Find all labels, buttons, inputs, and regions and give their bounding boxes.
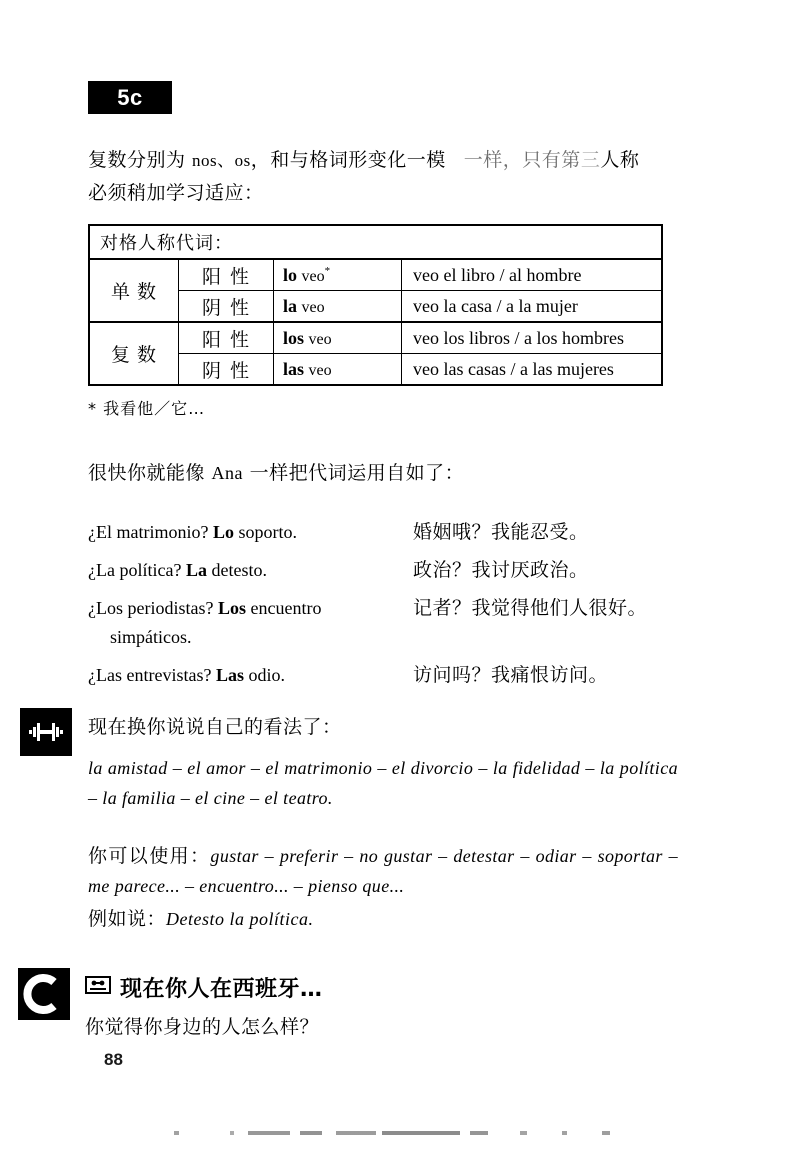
example-pronoun: La <box>185 560 207 580</box>
example-chinese: 婚姻哦？我能忍受。 <box>413 521 589 543</box>
scan-bottom-edge <box>0 1158 798 1164</box>
example-pair-row <box>88 518 678 547</box>
intro-paragraph <box>88 144 678 209</box>
example-chinese: 记者？我觉得他们人很好。 <box>413 597 648 619</box>
pronoun-bold: lo <box>283 264 298 285</box>
intro-line1-latin: nos、os <box>192 151 251 170</box>
example-rest: odio. <box>243 665 285 685</box>
table-footnote: * 我看他／它… <box>88 399 206 418</box>
scan-artifact-strip <box>170 1131 640 1135</box>
example-chinese: 访问吗？我痛恨访问。 <box>413 664 609 686</box>
listening-subtitle: 你觉得你身边的人怎么样？ <box>85 1016 320 1038</box>
activity-block <box>88 712 678 901</box>
headphones-icon <box>18 968 70 1020</box>
example-pair-row <box>88 661 678 690</box>
example-cell: veo el libro / al hombre <box>402 259 663 291</box>
example-pronoun: Lo <box>212 522 234 542</box>
example-spanish <box>88 518 413 547</box>
example-continuation: simpáticos. <box>110 627 192 647</box>
gender-cell: 阴性 <box>179 291 274 323</box>
leadin-name: Ana <box>211 463 244 483</box>
example-question: ¿El matrimonio? <box>88 522 213 542</box>
example-spanish <box>88 661 413 690</box>
page-number: 88 <box>104 1050 123 1069</box>
example-chinese: 政治？我讨厌政治。 <box>413 559 589 581</box>
example-cell: veo la casa / a la mujer <box>402 291 663 323</box>
example-cell: veo los libros / a los hombres <box>402 322 663 354</box>
gender-cell: 阳性 <box>179 322 274 354</box>
listening-title: 现在你人在西班牙… <box>120 977 323 1002</box>
intro-line1-part-d: 人称 <box>600 149 640 171</box>
table-title-cell: 对格人称代词： <box>89 225 662 259</box>
cassette-icon <box>85 975 111 1000</box>
leadin-before: 很快你就能像 <box>88 462 212 484</box>
leadin-sentence <box>88 458 464 485</box>
intro-line-1 <box>88 144 678 177</box>
example-spanish <box>88 556 413 585</box>
footnote-marker: * <box>324 264 331 277</box>
pronoun-bold: las <box>283 358 305 379</box>
accusative-pronoun-table <box>88 224 663 386</box>
intro-line1-part-c: 一样，只有第 <box>463 149 581 171</box>
pronoun-cell <box>274 259 402 291</box>
activity-usage-label: 你可以使用： <box>88 845 211 867</box>
intro-line-2: 必须稍加学习适应： <box>88 182 264 204</box>
activity-usage <box>88 841 678 901</box>
number-cell-singular: 单数 <box>89 259 179 322</box>
activity-usage-items: gustar – preferir – no gustar – detestar – odiar – soportar – me parece... – encuentro... – pienso que... <box>88 846 678 896</box>
example-question: ¿La política? <box>88 560 186 580</box>
activity-example-text: Detesto la política. <box>166 909 314 929</box>
table-row <box>89 259 662 291</box>
gender-cell: 阳性 <box>179 259 274 291</box>
intro-line1-part-a: 复数分别为 <box>88 149 193 171</box>
pronoun-verb: veo <box>308 330 332 348</box>
pronoun-verb: veo <box>308 361 332 379</box>
table-row <box>89 322 662 354</box>
example-rest: encuentro <box>245 598 322 618</box>
intro-line1-faint-char: 三 <box>580 149 601 171</box>
example-pairs-list <box>88 518 678 699</box>
example-pronoun: Las <box>215 665 244 685</box>
example-spanish <box>88 594 413 652</box>
example-pronoun: Los <box>217 598 246 618</box>
unit-label-chip: 5c <box>88 81 172 114</box>
pronoun-cell <box>274 354 402 386</box>
example-rest: detesto. <box>206 560 267 580</box>
pronoun-verb: veo <box>301 298 325 316</box>
example-pair-row <box>88 556 678 585</box>
activity-heading: 现在换你说说自己的看法了： <box>88 716 342 738</box>
pronoun-bold: la <box>283 295 298 316</box>
pronoun-cell <box>274 291 402 323</box>
intro-line1-part-b: ，和与格词形变化一模 <box>250 149 446 171</box>
activity-wordlist: la amistad – el amor – el matrimonio – el divorcio – la fidelidad – la política – la familia – el cine – el teatro. <box>88 758 678 808</box>
gender-cell: 阴性 <box>179 354 274 386</box>
listening-block <box>85 972 675 1039</box>
activity-example-line <box>88 904 314 931</box>
example-question: ¿Los periodistas? <box>88 598 218 618</box>
pronoun-verb: veo <box>301 267 325 285</box>
example-rest: soporto. <box>233 522 297 542</box>
dumbbell-icon <box>20 708 72 756</box>
pronoun-cell <box>274 322 402 354</box>
example-question: ¿Las entrevistas? <box>88 665 216 685</box>
listening-title-row <box>85 972 675 1003</box>
activity-example-label: 例如说： <box>88 908 167 930</box>
table-title-row <box>89 225 662 259</box>
example-cell: veo las casas / a las mujeres <box>402 354 663 386</box>
number-cell-plural: 复数 <box>89 322 179 385</box>
example-pair-row <box>88 594 678 652</box>
pronoun-bold: los <box>283 327 305 348</box>
leadin-after: 一样把代词运用自如了： <box>243 462 465 484</box>
